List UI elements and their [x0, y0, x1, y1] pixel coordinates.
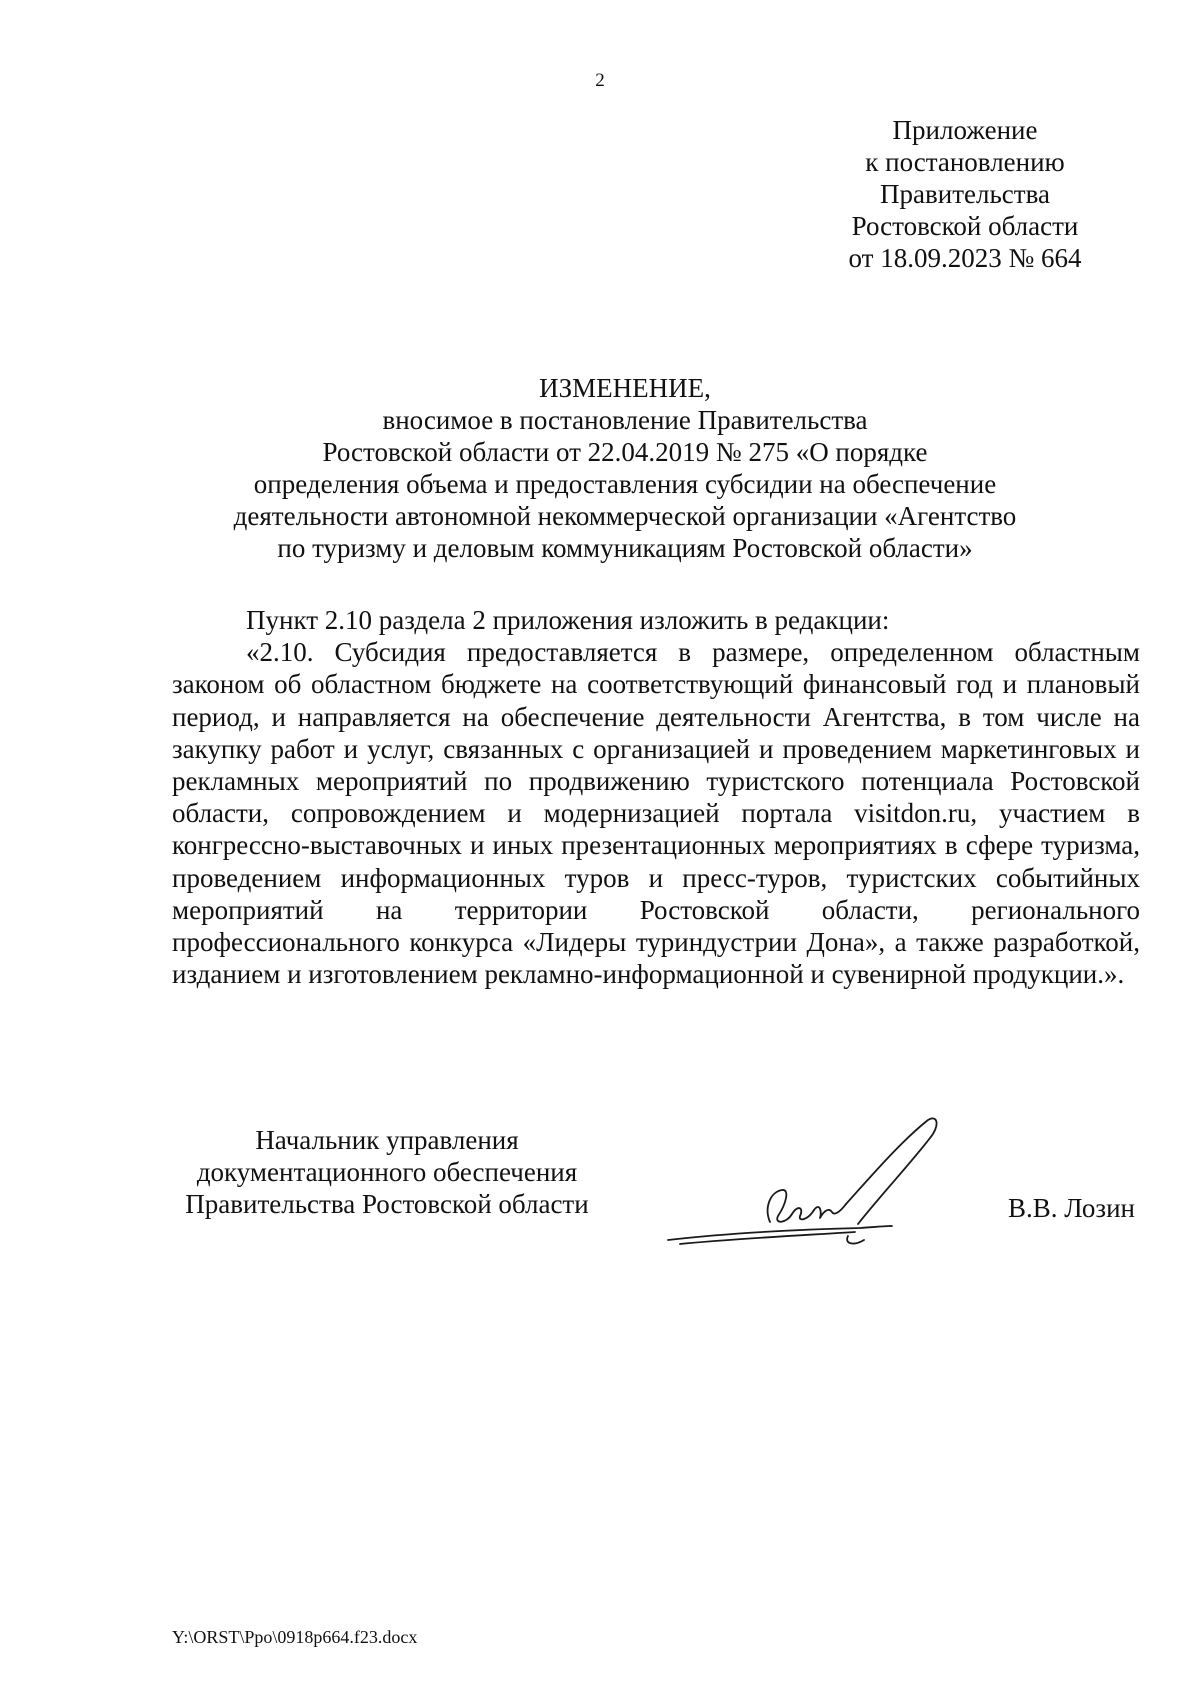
- appendix-line: Правительства: [880, 179, 1050, 209]
- title-line: по туризму и деловым коммуникациям Ростовской области»: [277, 533, 973, 563]
- title-line: Ростовской области от 22.04.2019 № 275 «О порядке: [322, 437, 928, 467]
- appendix-line: к постановлению: [865, 147, 1065, 177]
- page-number: 2: [595, 70, 605, 91]
- title-line: деятельности автономной некоммерческой организации «Агентство: [233, 501, 1017, 531]
- appendix-line: Ростовской области: [851, 211, 1079, 241]
- position-line: Начальник управления: [255, 1125, 519, 1155]
- body-intro: Пункт 2.10 раздела 2 приложения изложить в редакции:: [246, 605, 890, 635]
- signatory-name: В.В. Лозин: [1008, 1193, 1135, 1223]
- position-line: документационного обеспечения: [196, 1157, 578, 1187]
- document-title: [160, 372, 1090, 564]
- appendix-block: [820, 114, 1110, 274]
- appendix-line: Приложение: [892, 115, 1038, 145]
- position-line: Правительства Ростовской области: [185, 1189, 589, 1219]
- footer-file-path: Y:\ORST\Ppo\0918p664.f23.docx: [172, 1627, 418, 1647]
- title-line: определения объема и предоставления субсидии на обеспечение: [253, 469, 997, 499]
- appendix-line: от 18.09.2023 № 664: [848, 243, 1082, 273]
- document-body: [172, 604, 1140, 990]
- title-heading: ИЗМЕНЕНИЕ,: [539, 373, 711, 403]
- signatory-position: [172, 1124, 602, 1220]
- title-line: вносимое в постановление Правительства: [382, 405, 868, 435]
- handwritten-signature: [660, 1112, 950, 1250]
- body-quote: «2.10. Субсидия предоставляется в размере, определенном областным законом об областном бюджете на соответствующий финансовый год и плановый период, и направляется на обеспечение деятельности Агентства, в том числе на закупку работ и услуг, связанных с организацией и проведением маркетинговых и рекламных мероприятий по продвижению туристского потенциала Ростовской области, сопровождением и модернизацией портала visitdon.ru, участием в конгрессно-выставочных и иных презентационных мероприятиях в сфере туризма, проведением информационных туров и пресс-туров, туристских событийных мероприятий на территории Ростовской области, регионального профессионального конкурса «Лидеры туриндустрии Дона», а также разработкой, изданием и изготовлением рекламно-информационной и сувенирной продукции.».: [172, 637, 1140, 990]
